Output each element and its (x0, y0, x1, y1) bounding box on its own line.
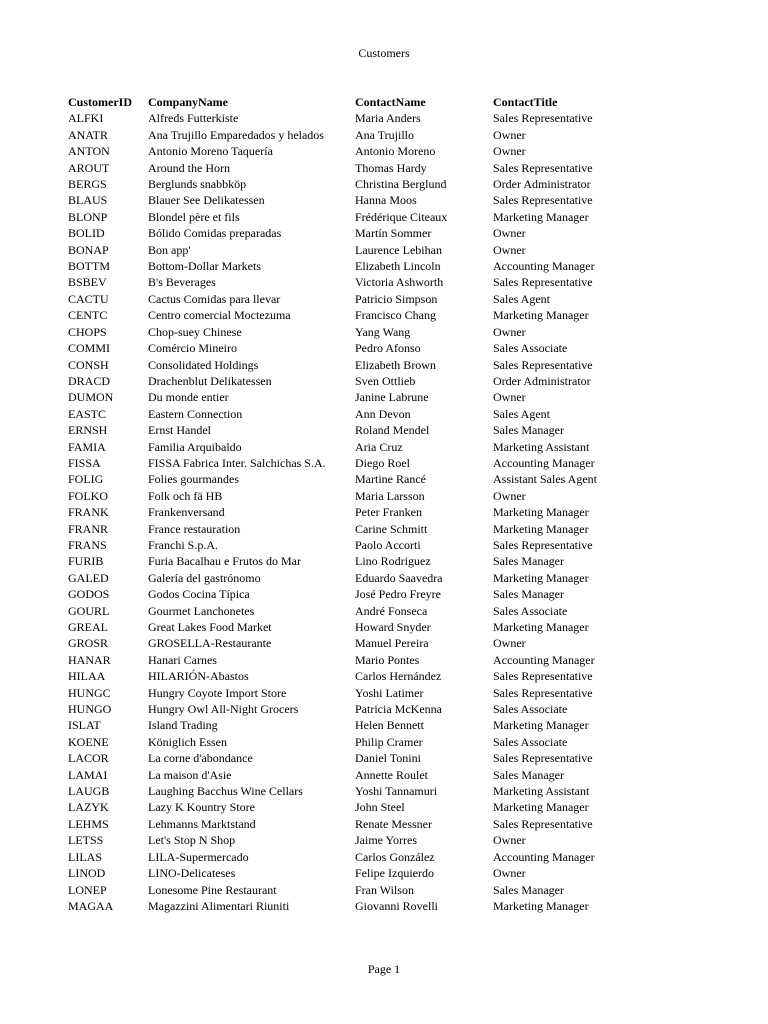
customer-id-cell: LACOR (68, 751, 109, 766)
contact-name-cell: Roland Mendel (355, 423, 430, 438)
contact-title-cell: Marketing Manager (493, 898, 589, 913)
customer-id-cell: LAZYK (68, 800, 109, 815)
contact-name-cell: Jaime Yorres (355, 833, 417, 848)
table-row (68, 488, 623, 504)
company-name-cell: Furia Bacalhau e Frutos do Mar (148, 554, 301, 569)
table-row (68, 242, 623, 258)
contact-name-cell: Maria Larsson (355, 488, 425, 503)
contact-title-cell: Owner (493, 488, 526, 503)
contact-name-cell: Lino Rodriguez (355, 554, 431, 569)
contact-name-cell: Carine Schmitt (355, 521, 428, 536)
contact-title-cell: Owner (493, 127, 526, 142)
contact-name-cell: Mario Pontes (355, 652, 420, 667)
customer-id-cell: LONEP (68, 882, 107, 897)
company-name-cell: FISSA Fabrica Inter. Salchichas S.A. (148, 455, 326, 470)
table-row (68, 635, 623, 651)
customer-id-cell: BLONP (68, 209, 108, 224)
customer-id-cell: CACTU (68, 291, 109, 306)
contact-title-cell: Sales Representative (493, 193, 593, 208)
table-row (68, 849, 623, 865)
page-number: Page 1 (367, 962, 401, 976)
customer-id-cell: LILAS (68, 849, 102, 864)
company-name-cell: Folk och fä HB (148, 488, 223, 503)
table-row (68, 668, 623, 684)
table-row (68, 701, 623, 717)
table-row (68, 176, 623, 192)
table-row (68, 110, 623, 126)
table-row (68, 143, 623, 159)
company-name-cell: Hungry Owl All-Night Grocers (148, 702, 299, 717)
customer-id-cell: FOLIG (68, 472, 104, 487)
contact-title-cell: Owner (493, 833, 526, 848)
contact-name-cell: Helen Bennett (355, 718, 424, 733)
company-name-cell: Gourmet Lanchonetes (148, 603, 255, 618)
company-name-cell: Berglunds snabbköp (148, 177, 247, 192)
company-name-cell: Ernst Handel (148, 423, 211, 438)
contact-title-cell: Sales Representative (493, 816, 593, 831)
table-row (68, 192, 623, 208)
company-name-cell: Laughing Bacchus Wine Cellars (148, 784, 303, 799)
contact-name-cell: Francisco Chang (355, 308, 436, 323)
contact-title-cell: Sales Manager (493, 882, 564, 897)
customer-id-cell: GALED (68, 570, 109, 585)
table-row (68, 209, 623, 225)
customer-id-cell: LETSS (68, 833, 104, 848)
contact-name-cell: Aria Cruz (355, 439, 403, 454)
customer-id-cell: GREAL (68, 620, 108, 634)
contact-name-cell: Carlos Hernández (355, 669, 442, 684)
contact-title-cell: Owner (493, 144, 526, 159)
contact-name-cell: Peter Franken (355, 505, 422, 520)
customer-id-cell: ANATR (68, 127, 109, 142)
table-body (68, 110, 623, 914)
table-row (68, 373, 623, 389)
company-name-cell: Du monde entier (148, 390, 229, 405)
contact-title-cell: Marketing Manager (493, 570, 589, 585)
contact-title-cell: Sales Agent (493, 291, 550, 306)
contact-name-cell: Daniel Tonini (355, 751, 421, 766)
table-row (68, 406, 623, 422)
company-name-cell: LILA-Supermercado (148, 849, 249, 864)
company-name-cell: Lonesome Pine Restaurant (148, 882, 277, 897)
table-row (68, 160, 623, 176)
contact-title-cell: Sales Associate (493, 702, 568, 717)
table-row (68, 455, 623, 471)
company-name-cell: Godos Cocina Típica (148, 587, 250, 602)
customer-id-cell: CENTC (68, 308, 108, 323)
company-name-cell: Cactus Comidas para llevar (148, 291, 281, 306)
table-row (68, 832, 623, 848)
contact-title-cell: Order Administrator (493, 177, 591, 192)
company-name-cell: Eastern Connection (148, 406, 243, 421)
company-name-cell: HILARIÓN-Abastos (148, 669, 249, 684)
company-name-cell: Königlich Essen (148, 734, 227, 749)
contact-title-cell: Sales Agent (493, 406, 550, 421)
customers-table (68, 94, 623, 914)
contact-name-cell: Frédérique Citeaux (355, 209, 448, 224)
contact-title-cell: Sales Representative (493, 160, 593, 175)
contact-title-cell: Owner (493, 866, 526, 881)
contact-name-cell: Yoshi Tannamuri (355, 784, 438, 799)
contact-title-cell: Accounting Manager (493, 259, 595, 274)
contact-name-cell: Renate Messner (355, 816, 432, 831)
company-name-cell: Folies gourmandes (148, 472, 239, 487)
customer-id-cell: COMMI (68, 341, 111, 356)
company-name-cell: Bólido Comidas preparadas (148, 226, 282, 241)
company-name-cell: Hanari Carnes (148, 652, 217, 667)
contact-title-cell: Assistant Sales Agent (493, 472, 597, 487)
contact-name-cell: Paolo Accorti (355, 537, 421, 552)
contact-title-cell: Order Administrator (493, 373, 591, 388)
header-row (68, 94, 623, 110)
customer-id-cell: HANAR (68, 652, 111, 667)
company-name-cell: Let's Stop N Shop (148, 833, 236, 848)
contact-title-cell: Marketing Assistant (493, 784, 590, 799)
company-name-cell: Magazzini Alimentari Riuniti (148, 898, 290, 913)
table-row (68, 274, 623, 290)
table-row (68, 619, 623, 635)
customer-id-cell: MAGAA (68, 898, 114, 913)
table-row (68, 389, 623, 405)
company-name-cell: Bon app' (148, 242, 191, 257)
customer-id-cell: LINOD (68, 866, 106, 881)
contact-title-cell: Sales Manager (493, 423, 564, 438)
customer-id-cell: KOENE (68, 734, 109, 749)
contact-title-cell: Marketing Manager (493, 718, 589, 733)
contact-name-cell: Patricio Simpson (355, 291, 438, 306)
customer-id-cell: HILAA (68, 669, 106, 684)
report-title: Customers (358, 46, 410, 60)
company-name-cell: Hungry Coyote Import Store (148, 685, 287, 700)
company-name-cell: Lazy K Kountry Store (148, 800, 255, 815)
company-name-cell: France restauration (148, 521, 241, 536)
company-name-cell: Centro comercial Moctezuma (148, 308, 291, 323)
company-name-cell: La maison d'Asie (148, 767, 232, 782)
company-name-cell: Bottom-Dollar Markets (148, 259, 261, 274)
customer-id-cell: FRANR (68, 521, 109, 536)
column-header-contact-title: ContactTitle (493, 95, 558, 109)
contact-name-cell: Elizabeth Lincoln (355, 259, 441, 274)
customer-id-cell: BSBEV (68, 275, 107, 290)
table-row (68, 882, 623, 898)
customer-id-cell: ANTON (68, 144, 110, 159)
table-row (68, 685, 623, 701)
company-name-cell: LINO-Delicateses (148, 866, 236, 881)
contact-name-cell: Sven Ottlieb (355, 373, 416, 388)
table-row (68, 816, 623, 832)
customer-id-cell: EASTC (68, 406, 107, 421)
table-row (68, 783, 623, 799)
contact-title-cell: Sales Associate (493, 734, 568, 749)
contact-title-cell: Sales Associate (493, 603, 568, 618)
company-name-cell: La corne d'abondance (148, 751, 253, 766)
customer-id-cell: CONSH (68, 357, 109, 372)
company-name-cell: Galería del gastrónomo (148, 570, 261, 585)
contact-title-cell: Sales Manager (493, 587, 564, 602)
contact-title-cell: Marketing Manager (493, 209, 589, 224)
column-header-contact-name: ContactName (355, 95, 426, 109)
contact-name-cell: Yoshi Latimer (355, 685, 424, 700)
table-row (68, 717, 623, 733)
contact-name-cell: Giovanni Rovelli (355, 898, 438, 913)
company-name-cell: Island Trading (148, 718, 218, 733)
contact-name-cell: Martine Rancé (355, 472, 426, 487)
contact-title-cell: Accounting Manager (493, 652, 595, 667)
customer-id-cell: HUNGC (68, 685, 111, 700)
customer-id-cell: BLAUS (68, 193, 108, 208)
customer-id-cell: DUMON (68, 390, 114, 405)
table-row (68, 750, 623, 766)
contact-title-cell: Accounting Manager (493, 849, 595, 864)
company-name-cell: Blauer See Delikatessen (148, 193, 265, 208)
contact-title-cell: Sales Manager (493, 554, 564, 569)
company-name-cell: Frankenversand (148, 505, 225, 520)
contact-name-cell: Diego Roel (355, 455, 410, 470)
contact-name-cell: Eduardo Saavedra (355, 570, 443, 585)
company-name-cell: B's Beverages (148, 275, 216, 290)
contact-title-cell: Marketing Assistant (493, 439, 590, 454)
company-name-cell: Comércio Mineiro (148, 341, 237, 356)
table-row (68, 734, 623, 750)
contact-title-cell: Owner (493, 242, 526, 257)
contact-title-cell: Owner (493, 324, 526, 339)
customer-id-cell: LAMAI (68, 767, 108, 782)
table-row (68, 603, 623, 619)
table-row (68, 586, 623, 602)
customer-id-cell: BERGS (68, 177, 107, 192)
table-row (68, 553, 623, 569)
customer-id-cell: BOLID (68, 226, 105, 241)
table-row (68, 570, 623, 586)
contact-name-cell: Martín Sommer (355, 226, 432, 241)
contact-name-cell: Manuel Pereira (355, 636, 429, 651)
customer-id-cell: FRANS (68, 537, 107, 552)
table-row (68, 307, 623, 323)
customer-id-cell: LEHMS (68, 816, 109, 831)
contact-title-cell: Sales Representative (493, 685, 593, 700)
contact-title-cell: Marketing Manager (493, 620, 589, 634)
customer-id-cell: HUNGO (68, 702, 112, 717)
customer-id-cell: GROSR (68, 636, 109, 651)
contact-title-cell: Marketing Manager (493, 521, 589, 536)
customer-id-cell: BOTTM (68, 259, 110, 274)
table-row (68, 439, 623, 455)
customer-id-cell: CHOPS (68, 324, 107, 339)
table-row (68, 767, 623, 783)
table-row (68, 340, 623, 356)
company-name-cell: Great Lakes Food Market (148, 620, 272, 634)
table-row (68, 422, 623, 438)
customer-id-cell: FISSA (68, 455, 101, 470)
customer-id-cell: FURIB (68, 554, 104, 569)
table-row (68, 865, 623, 881)
contact-title-cell: Marketing Manager (493, 800, 589, 815)
contact-title-cell: Sales Representative (493, 669, 593, 684)
table-row (68, 324, 623, 340)
company-name-cell: Familia Arquibaldo (148, 439, 242, 454)
contact-name-cell: John Steel (355, 800, 405, 815)
contact-name-cell: Pedro Afonso (355, 341, 421, 356)
customer-id-cell: LAUGB (68, 784, 110, 799)
company-name-cell: Antonio Moreno Taquería (148, 144, 273, 159)
contact-title-cell: Accounting Manager (493, 455, 595, 470)
column-header-company-name: CompanyName (148, 95, 228, 109)
customer-id-cell: GODOS (68, 587, 110, 602)
contact-name-cell: Ann Devon (355, 406, 411, 421)
contact-name-cell: Thomas Hardy (355, 160, 427, 175)
table-row (68, 127, 623, 143)
customer-id-cell: BONAP (68, 242, 109, 257)
table-row (68, 504, 623, 520)
contact-title-cell: Sales Manager (493, 767, 564, 782)
contact-title-cell: Sales Representative (493, 357, 593, 372)
contact-name-cell: Howard Snyder (355, 620, 431, 634)
customer-id-cell: DRACD (68, 373, 111, 388)
company-name-cell: Consolidated Holdings (148, 357, 259, 372)
contact-name-cell: Janine Labrune (355, 390, 429, 405)
contact-name-cell: Ana Trujillo (355, 127, 415, 142)
company-name-cell: Drachenblut Delikatessen (148, 373, 272, 388)
contact-name-cell: Laurence Lebihan (355, 242, 442, 257)
table-row (68, 471, 623, 487)
contact-title-cell: Owner (493, 390, 526, 405)
table-row (68, 258, 623, 274)
contact-title-cell: Marketing Manager (493, 505, 589, 520)
contact-name-cell: André Fonseca (355, 603, 428, 618)
contact-name-cell: Fran Wilson (355, 882, 414, 897)
contact-name-cell: Christina Berglund (355, 177, 447, 192)
company-name-cell: Ana Trujillo Emparedados y helados (148, 127, 324, 142)
contact-name-cell: Patricia McKenna (355, 702, 442, 717)
contact-title-cell: Owner (493, 636, 526, 651)
table-row (68, 898, 623, 914)
contact-title-cell: Sales Representative (493, 111, 593, 126)
table-row (68, 652, 623, 668)
contact-title-cell: Sales Associate (493, 341, 568, 356)
company-name-cell: Blondel père et fils (148, 209, 240, 224)
company-name-cell: GROSELLA-Restaurante (148, 636, 272, 651)
contact-name-cell: Hanna Moos (355, 193, 417, 208)
table-row (68, 799, 623, 815)
customer-id-cell: FRANK (68, 505, 109, 520)
customer-id-cell: ERNSH (68, 423, 108, 438)
customer-id-cell: FAMIA (68, 439, 106, 454)
contact-title-cell: Sales Representative (493, 537, 593, 552)
customer-id-cell: FOLKO (68, 488, 109, 503)
table-row (68, 537, 623, 553)
company-name-cell: Franchi S.p.A. (148, 537, 218, 552)
contact-name-cell: Philip Cramer (355, 734, 423, 749)
customer-id-cell: ALFKI (68, 111, 104, 126)
contact-name-cell: Felipe Izquierdo (355, 866, 434, 881)
contact-name-cell: Yang Wang (355, 324, 411, 339)
table-row (68, 291, 623, 307)
contact-title-cell: Marketing Manager (493, 308, 589, 323)
column-header-customer-id: CustomerID (68, 95, 132, 109)
contact-title-cell: Sales Representative (493, 751, 593, 766)
customer-id-cell: GOURL (68, 603, 110, 618)
contact-title-cell: Owner (493, 226, 526, 241)
contact-name-cell: Victoria Ashworth (355, 275, 444, 290)
customer-id-cell: ISLAT (68, 718, 101, 733)
contact-name-cell: Elizabeth Brown (355, 357, 436, 372)
contact-name-cell: José Pedro Freyre (355, 587, 441, 602)
company-name-cell: Chop-suey Chinese (148, 324, 242, 339)
contact-name-cell: Carlos González (355, 849, 435, 864)
table-row (68, 357, 623, 373)
contact-title-cell: Sales Representative (493, 275, 593, 290)
company-name-cell: Alfreds Futterkiste (148, 111, 239, 126)
table-row (68, 521, 623, 537)
company-name-cell: Around the Horn (148, 160, 230, 175)
table-row (68, 225, 623, 241)
contact-name-cell: Maria Anders (355, 111, 421, 126)
company-name-cell: Lehmanns Marktstand (148, 816, 256, 831)
contact-name-cell: Annette Roulet (355, 767, 428, 782)
contact-name-cell: Antonio Moreno (355, 144, 436, 159)
customer-id-cell: AROUT (68, 160, 110, 175)
